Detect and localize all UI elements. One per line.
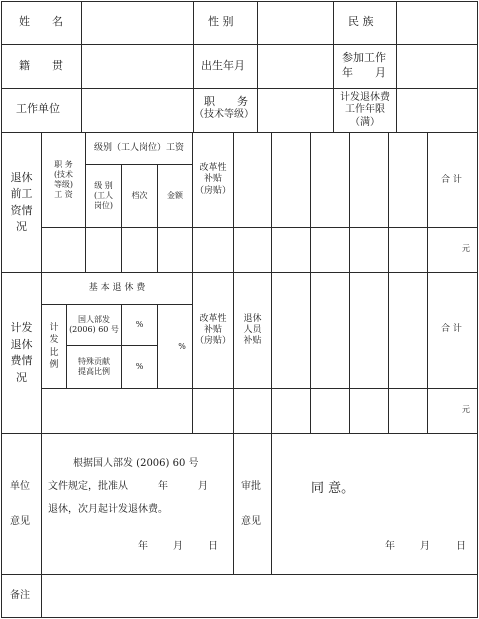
date-year: 年 bbox=[138, 541, 148, 552]
document-ref-line: (2006) 60 号 bbox=[69, 325, 119, 334]
row-divider bbox=[1, 44, 478, 45]
reform-line: 补贴 bbox=[203, 174, 222, 185]
unit-opinion-label: 单位 bbox=[10, 481, 30, 492]
document-ref-line: 国人部发 bbox=[78, 315, 110, 324]
reform-subsidy-label bbox=[193, 133, 233, 227]
date-month: 月 bbox=[173, 541, 183, 552]
remarks-label: 备注 bbox=[10, 590, 30, 601]
service-years-line-3: （满） bbox=[350, 116, 380, 128]
service-years-line-1: 计发退休费 bbox=[340, 91, 390, 103]
special-contribution-label bbox=[67, 346, 121, 388]
retiree-line: 人员 bbox=[243, 324, 262, 335]
retiree-line: 退休 bbox=[243, 313, 262, 324]
row-divider bbox=[41, 388, 478, 389]
total-label: 合 计 bbox=[441, 175, 462, 185]
retiree-subsidy-label bbox=[234, 273, 271, 388]
row-divider bbox=[1, 88, 478, 89]
side-label-line: 前工 bbox=[10, 187, 33, 200]
col-divider bbox=[427, 132, 428, 433]
pension-calculation-label bbox=[2, 273, 41, 433]
pre-retirement-wage-label bbox=[2, 133, 41, 272]
side-label-line: 况 bbox=[16, 220, 27, 233]
side-label-line: 计发 bbox=[10, 321, 33, 334]
date-month: 月 bbox=[420, 541, 430, 552]
border-bottom bbox=[1, 617, 478, 618]
side-label-line: 资情 bbox=[10, 203, 33, 217]
percent-sign: % bbox=[135, 320, 144, 329]
post-wage-label bbox=[42, 133, 85, 227]
approval-text-line: 退休，次月起计发退休费。 bbox=[48, 504, 168, 515]
ethnic-label: 民 族 bbox=[348, 15, 374, 28]
basic-pension-header: 基 本 退 休 费 bbox=[88, 282, 146, 293]
special-line: 特殊贡献 bbox=[78, 357, 110, 366]
date-day: 日 bbox=[456, 541, 466, 552]
reform-line: 补贴 bbox=[203, 324, 222, 335]
birth-date-label: 出生年月 bbox=[201, 59, 245, 72]
row-divider bbox=[41, 227, 478, 228]
service-years-line-2: 工作年限 bbox=[345, 104, 385, 116]
step-label: 档次 bbox=[131, 191, 148, 200]
reform-line: （房贴） bbox=[194, 185, 231, 196]
approval-agree-text: 同 意。 bbox=[311, 481, 355, 496]
col-divider bbox=[271, 132, 272, 574]
position-sub-label: （技术等级） bbox=[194, 109, 254, 120]
row-divider bbox=[1, 433, 478, 434]
retiree-line: 补贴 bbox=[243, 336, 262, 347]
date-day: 日 bbox=[208, 541, 218, 552]
approval-text-line: 文件规定，批准从 年 月 bbox=[48, 481, 208, 492]
unit-label: 元 bbox=[462, 244, 470, 253]
side-label-line: 况 bbox=[16, 370, 27, 384]
total-label: 合 计 bbox=[441, 324, 462, 334]
col-divider bbox=[310, 132, 311, 433]
side-label-line: 退休 bbox=[10, 337, 33, 351]
border-right bbox=[477, 1, 478, 618]
reform-line: 改革性 bbox=[199, 163, 227, 174]
reform-line: 改革性 bbox=[199, 313, 227, 324]
gender-label: 性 别 bbox=[208, 15, 234, 28]
reform-line: （房贴） bbox=[194, 336, 231, 347]
ratio-line: 比 bbox=[49, 347, 59, 358]
date-year: 年 bbox=[385, 541, 395, 552]
col-divider bbox=[388, 132, 389, 433]
col-divider bbox=[157, 304, 158, 388]
ratio-line: 发 bbox=[49, 335, 59, 346]
col-divider bbox=[41, 433, 42, 618]
col-divider bbox=[233, 433, 234, 574]
ratio-line: 例 bbox=[49, 359, 59, 370]
document-ref-label bbox=[67, 305, 121, 345]
work-unit-label: 工作单位 bbox=[16, 102, 60, 115]
post-wage-line: 工 资 bbox=[54, 190, 73, 199]
grade-wage-header: 级别（工人岗位）工资 bbox=[93, 142, 184, 153]
grade-line: 级 别 bbox=[94, 181, 113, 190]
name-label: 姓 名 bbox=[19, 15, 63, 28]
side-label-line: 退休 bbox=[10, 170, 33, 184]
native-place-label: 籍 贯 bbox=[19, 59, 63, 72]
amount-label: 金额 bbox=[167, 191, 183, 200]
side-label-line: 费情 bbox=[10, 354, 33, 367]
position-label: 职 务 bbox=[204, 95, 248, 108]
post-wage-line: 等级) bbox=[53, 180, 74, 189]
post-wage-line: (技术 bbox=[53, 170, 74, 179]
col-divider bbox=[257, 1, 258, 132]
grade-line: 岗位) bbox=[93, 201, 114, 210]
unit-opinion-label-2: 意见 bbox=[10, 516, 30, 527]
percent-sign: % bbox=[135, 362, 144, 371]
row-divider bbox=[1, 574, 478, 575]
reform-subsidy-label bbox=[193, 273, 233, 388]
ratio-label bbox=[42, 305, 66, 388]
work-start-label: 参加工作 bbox=[342, 51, 386, 64]
service-years-label bbox=[334, 89, 396, 132]
grade-line: (工人 bbox=[93, 191, 114, 200]
approval-text-line: 根据国人部发 (2006) 60 号 bbox=[73, 458, 199, 469]
approval-opinion-label: 审批 bbox=[241, 481, 261, 492]
approval-opinion-label-2: 意见 bbox=[241, 516, 261, 527]
border-top bbox=[1, 1, 478, 2]
unit-label: 元 bbox=[462, 405, 470, 414]
col-divider bbox=[81, 1, 82, 132]
work-start-label-month: 年 月 bbox=[342, 66, 386, 79]
grade-label bbox=[86, 165, 121, 227]
percent-sign: % bbox=[178, 341, 186, 351]
ratio-line: 计 bbox=[49, 323, 59, 334]
special-line: 提高比例 bbox=[78, 367, 110, 376]
col-divider bbox=[349, 132, 350, 433]
post-wage-line: 职 务 bbox=[54, 160, 73, 169]
col-divider bbox=[396, 1, 397, 132]
